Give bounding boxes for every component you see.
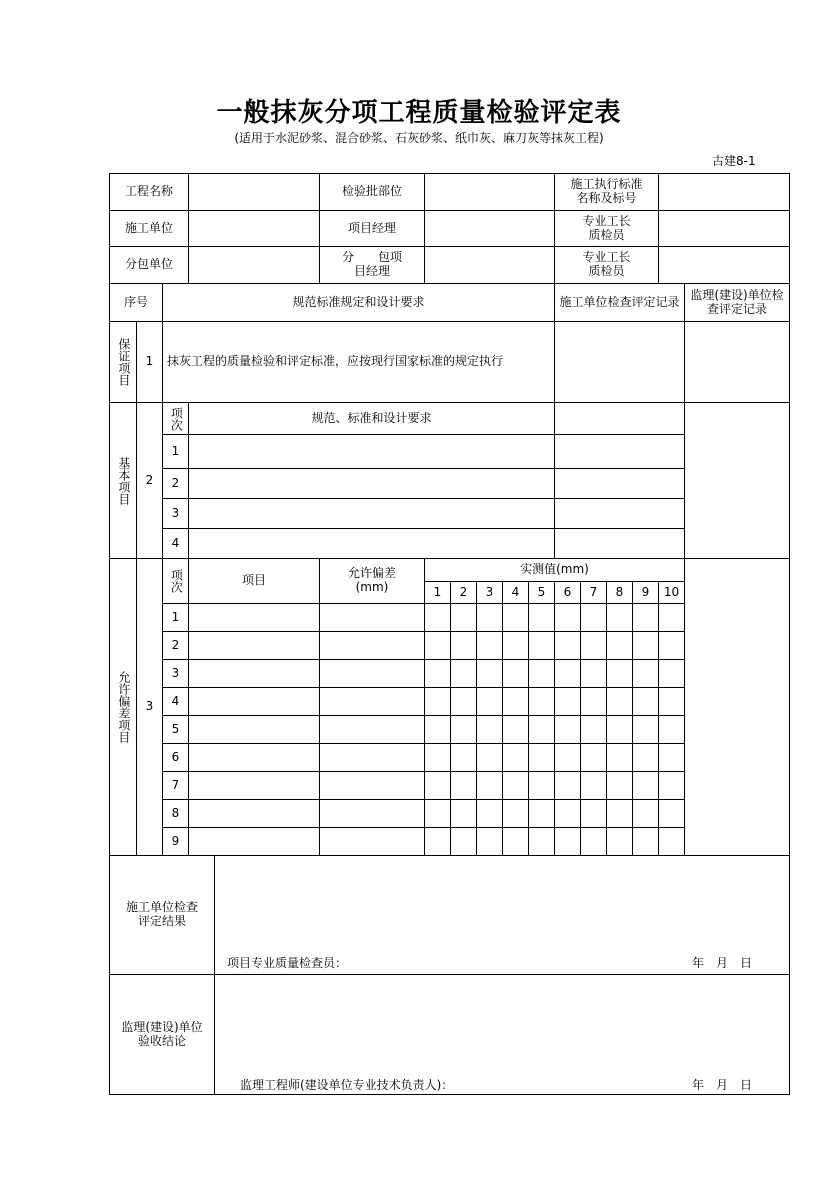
measure-cell (424, 603, 451, 632)
measure-cell (450, 687, 477, 716)
measure-cell (580, 715, 607, 744)
col-seq-text: 序号 (123, 294, 148, 309)
deviation-row-num (162, 827, 189, 856)
deviation-row-item (188, 743, 320, 772)
measure-cell (632, 799, 659, 828)
construction-result-label-text: 施工单位检查评定结果 (125, 900, 198, 928)
measure-cell (528, 743, 555, 772)
basic-row-num (162, 468, 189, 499)
measure-cell (476, 827, 503, 856)
deviation-row-num-text: 3 (171, 665, 180, 680)
basic-header-text: 规范、标准和设计要求 (311, 410, 432, 425)
deviation-row-num (162, 631, 189, 660)
basic-label-text: 基本项目 (116, 456, 131, 505)
measure-cell (476, 771, 503, 800)
measure-cell (580, 631, 607, 660)
info-value (658, 246, 790, 284)
measure-col-header (528, 581, 555, 604)
measure-cell (606, 603, 633, 632)
measure-cell (658, 603, 685, 632)
measure-cell (476, 603, 503, 632)
deviation-row-item (188, 827, 320, 856)
info-label-text: 检验批部位 (341, 184, 402, 199)
measure-cell (424, 799, 451, 828)
deviation-allow-text: 允许偏差(mm) (347, 566, 396, 594)
inspector-signature-label: 项目专业质量检查员： (227, 956, 348, 970)
deviation-row-num-text: 1 (171, 609, 180, 624)
deviation-item-no (162, 558, 189, 604)
measure-cell (424, 771, 451, 800)
deviation-row-num (162, 687, 189, 716)
deviation-row-allow (319, 799, 425, 828)
deviation-item-no-text: 项次 (169, 569, 184, 593)
measure-cell (450, 603, 477, 632)
measure-cell (450, 715, 477, 744)
measure-cell (554, 771, 581, 800)
basic-row-num (162, 498, 189, 529)
basic-row-check (554, 468, 685, 499)
measure-cell (606, 687, 633, 716)
basic-item-no-text: 项次 (169, 406, 184, 431)
measure-cell (606, 631, 633, 660)
measure-cell (554, 687, 581, 716)
measure-cell (528, 631, 555, 660)
measure-cell (502, 603, 529, 632)
basic-row-num-text: 1 (171, 443, 180, 458)
measure-cell (450, 659, 477, 688)
measure-cell (554, 743, 581, 772)
deviation-row-num-text: 6 (171, 749, 180, 764)
measure-col-header (632, 581, 659, 604)
measure-cell (632, 659, 659, 688)
info-value (658, 173, 790, 211)
page-title: 一般抹灰分项工程质量检验评定表 (216, 98, 622, 128)
construction-result-label (109, 855, 215, 975)
measure-cell (424, 827, 451, 856)
measure-col-header (554, 581, 581, 604)
info-value (424, 173, 555, 211)
measure-cell (606, 827, 633, 856)
guarantee-check (554, 321, 685, 403)
measure-col-header (424, 581, 451, 604)
supervision-result-label (109, 974, 215, 1095)
info-label (109, 173, 189, 211)
inspector-date: 年 月 日 (692, 956, 753, 970)
deviation-row-num (162, 603, 189, 632)
measure-cell (450, 799, 477, 828)
deviation-item (188, 558, 320, 604)
measure-cell (476, 799, 503, 828)
deviation-row-num-text: 9 (171, 833, 180, 848)
measure-col-header-text: 9 (641, 584, 650, 599)
deviation-row-allow (319, 631, 425, 660)
measure-col-header-text: 6 (563, 584, 572, 599)
deviation-row-item (188, 687, 320, 716)
basic-row-num (162, 434, 189, 469)
guarantee-text (162, 321, 555, 403)
deviation-row-allow (319, 827, 425, 856)
basic-row-num (162, 528, 189, 559)
measure-cell (658, 687, 685, 716)
deviation-row-num-text: 2 (171, 637, 180, 652)
basic-row-num-text: 2 (171, 475, 180, 490)
measure-cell (606, 771, 633, 800)
measure-cell (476, 715, 503, 744)
form-code: 古建8-1 (712, 154, 756, 168)
basic-row-check (554, 528, 685, 559)
info-label-text: 工程名称 (124, 184, 173, 199)
basic-num-text: 2 (145, 472, 154, 487)
guarantee-num-text: 1 (145, 354, 154, 369)
col-spec (162, 283, 555, 322)
measure-cell (606, 799, 633, 828)
measure-cell (476, 687, 503, 716)
info-value (424, 210, 555, 247)
measure-col-header (658, 581, 685, 604)
measure-cell (424, 743, 451, 772)
measure-cell (554, 659, 581, 688)
measure-cell (502, 743, 529, 772)
measure-cell (502, 799, 529, 828)
info-value (658, 210, 790, 247)
col-supervision-check (684, 283, 790, 322)
info-label (319, 246, 425, 284)
deviation-num (136, 558, 163, 856)
measure-cell (658, 743, 685, 772)
measure-col-header-text: 5 (537, 584, 546, 599)
basic-label (109, 402, 137, 559)
measure-cell (528, 659, 555, 688)
measure-cell (606, 659, 633, 688)
measure-col-header (606, 581, 633, 604)
supervision-result-label-text: 监理(建设)单位验收结论 (121, 1019, 203, 1048)
deviation-row-item (188, 799, 320, 828)
basic-row-spec (188, 468, 555, 499)
measure-cell (528, 771, 555, 800)
measure-cell (424, 631, 451, 660)
deviation-row-item (188, 631, 320, 660)
col-supervision-check-text: 监理(建设)单位检查评定记录 (690, 287, 784, 316)
basic-item-no (162, 402, 189, 435)
measure-col-header-text: 7 (589, 584, 598, 599)
measure-cell (502, 827, 529, 856)
deviation-label (109, 558, 137, 856)
deviation-row-allow (319, 659, 425, 688)
info-label (319, 173, 425, 211)
info-label (554, 210, 659, 247)
measure-col-header-text: 1 (433, 584, 442, 599)
basic-row-spec (188, 498, 555, 529)
info-label (109, 246, 189, 284)
measure-col-header-text: 4 (511, 584, 520, 599)
measure-cell (580, 799, 607, 828)
deviation-row-allow (319, 771, 425, 800)
guarantee-num (136, 321, 163, 403)
deviation-row-num (162, 659, 189, 688)
basic-header (188, 402, 555, 435)
measure-cell (528, 603, 555, 632)
measure-col-header-text: 10 (663, 584, 680, 599)
measure-cell (632, 771, 659, 800)
measure-cell (658, 799, 685, 828)
info-label (554, 246, 659, 284)
measure-col-header (450, 581, 477, 604)
measure-cell (658, 631, 685, 660)
measure-cell (580, 603, 607, 632)
basic-row-num-text: 3 (171, 505, 180, 520)
measure-cell (658, 659, 685, 688)
deviation-row-allow (319, 715, 425, 744)
deviation-num-text: 3 (145, 699, 154, 714)
guarantee-label-text: 保证项目 (116, 338, 131, 386)
info-label-text: 专业工长质检员 (582, 213, 631, 242)
basic-row-num-text: 4 (171, 535, 180, 550)
col-construction-check-text: 施工单位检查评定记录 (559, 294, 680, 309)
deviation-measured (424, 558, 685, 582)
measure-cell (528, 687, 555, 716)
deviation-row-num-text: 7 (171, 777, 180, 792)
measure-cell (554, 827, 581, 856)
info-label (109, 210, 189, 247)
info-label-text: 施工单位 (124, 220, 173, 235)
deviation-row-num-text: 8 (171, 805, 180, 820)
measure-cell (502, 771, 529, 800)
info-label-text: 项目经理 (347, 220, 396, 235)
deviation-row-num (162, 799, 189, 828)
measure-cell (450, 827, 477, 856)
measure-cell (450, 771, 477, 800)
deviation-measured-text: 实测值(mm) (520, 562, 589, 577)
basic-num (136, 402, 163, 559)
measure-cell (554, 603, 581, 632)
deviation-row-num (162, 743, 189, 772)
deviation-row-item (188, 771, 320, 800)
basic-check (554, 402, 685, 435)
deviation-allow (319, 558, 425, 604)
engineer-signature-label: 监理工程师(建设单位专业技术负责人)： (240, 1078, 454, 1092)
measure-cell (632, 743, 659, 772)
measure-cell (658, 827, 685, 856)
basic-row-spec (188, 434, 555, 469)
info-label-text: 分包单位 (124, 257, 173, 272)
deviation-row-item (188, 659, 320, 688)
measure-cell (632, 603, 659, 632)
measure-cell (424, 715, 451, 744)
measure-cell (658, 771, 685, 800)
info-value (188, 246, 320, 284)
measure-cell (658, 715, 685, 744)
measure-cell (580, 771, 607, 800)
measure-cell (502, 659, 529, 688)
info-value (188, 210, 320, 247)
measure-cell (580, 743, 607, 772)
guarantee-supervision (684, 321, 790, 403)
measure-cell (502, 715, 529, 744)
measure-col-header (476, 581, 503, 604)
measure-col-header-text: 2 (459, 584, 468, 599)
engineer-date: 年 月 日 (692, 1078, 753, 1092)
measure-cell (606, 715, 633, 744)
deviation-row-allow (319, 743, 425, 772)
guarantee-text-text: 抹灰工程的质量检验和评定标准，应按现行国家标准的规定执行 (167, 354, 504, 369)
measure-cell (580, 687, 607, 716)
measure-cell (580, 827, 607, 856)
deviation-row-item (188, 603, 320, 632)
deviation-row-num (162, 771, 189, 800)
measure-col-header-text: 8 (615, 584, 624, 599)
measure-cell (632, 715, 659, 744)
measure-cell (632, 827, 659, 856)
info-label-text: 分 包项目经理 (342, 250, 403, 278)
info-label (554, 173, 659, 211)
measure-col-header (580, 581, 607, 604)
measure-cell (450, 631, 477, 660)
deviation-row-allow (319, 687, 425, 716)
basic-supervision (684, 402, 790, 559)
measure-cell (502, 687, 529, 716)
measure-cell (476, 631, 503, 660)
deviation-supervision (684, 558, 790, 856)
deviation-row-num (162, 715, 189, 744)
measure-cell (632, 687, 659, 716)
col-seq (109, 283, 163, 322)
measure-col-header-text: 3 (485, 584, 494, 599)
measure-cell (554, 715, 581, 744)
measure-cell (554, 799, 581, 828)
info-label-text: 施工执行标准名称及标号 (570, 177, 643, 205)
measure-cell (528, 827, 555, 856)
deviation-row-allow (319, 603, 425, 632)
col-spec-text: 规范标准规定和设计要求 (292, 294, 425, 309)
measure-col-header (502, 581, 529, 604)
deviation-item-text: 项目 (241, 573, 266, 588)
info-label-text: 专业工长质检员 (582, 250, 631, 278)
info-value (188, 173, 320, 211)
basic-row-spec (188, 528, 555, 559)
deviation-label-text: 允许偏差项目 (116, 671, 131, 743)
page-subtitle: (适用于水泥砂浆、混合砂浆、石灰砂浆、纸巾灰、麻刀灰等抹灰工程) (234, 131, 604, 145)
measure-cell (554, 631, 581, 660)
measure-cell (450, 743, 477, 772)
col-construction-check (554, 283, 685, 322)
measure-cell (606, 743, 633, 772)
deviation-row-num-text: 4 (171, 693, 180, 708)
measure-cell (424, 659, 451, 688)
measure-cell (476, 743, 503, 772)
basic-row-check (554, 498, 685, 529)
measure-cell (476, 659, 503, 688)
measure-cell (528, 715, 555, 744)
deviation-row-item (188, 715, 320, 744)
deviation-row-num-text: 5 (171, 721, 180, 736)
measure-cell (424, 687, 451, 716)
info-value (424, 246, 555, 284)
measure-cell (632, 631, 659, 660)
measure-cell (502, 631, 529, 660)
basic-row-check (554, 434, 685, 469)
info-label (319, 210, 425, 247)
measure-cell (528, 799, 555, 828)
guarantee-label (109, 321, 137, 403)
measure-cell (580, 659, 607, 688)
